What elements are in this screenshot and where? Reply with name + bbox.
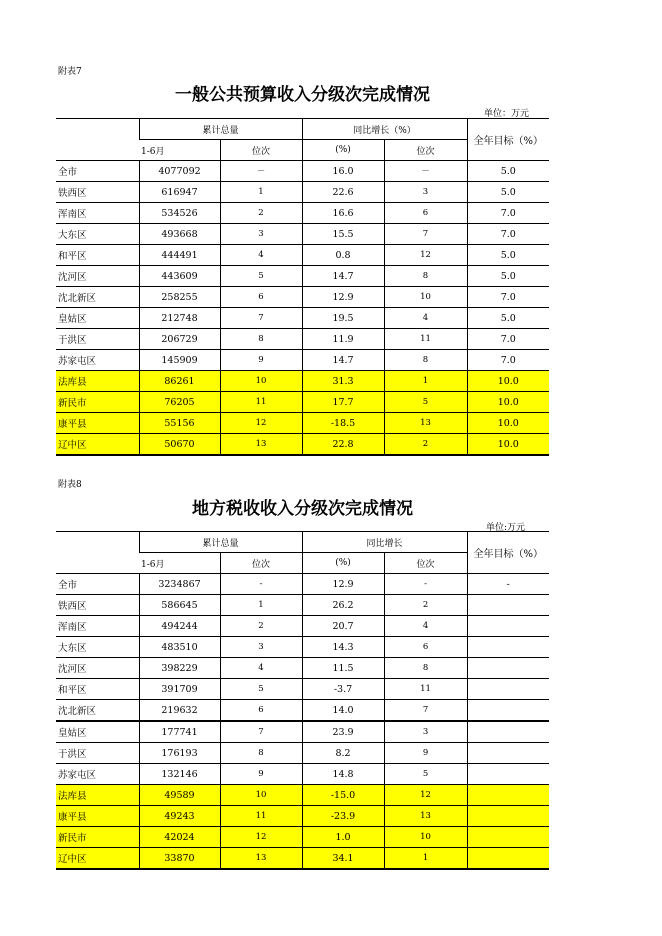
district-name-cell: 和平区	[56, 245, 139, 266]
annual-target-cell	[467, 848, 549, 870]
cumulative-total-cell: 219632	[139, 700, 220, 722]
annual-target-cell	[467, 827, 549, 848]
table-row	[56, 827, 549, 848]
total-rank-cell: 9	[220, 350, 302, 371]
growth-pct-cell: 22.6	[302, 182, 384, 203]
district-name-cell: 新民市	[56, 392, 139, 413]
table1-sub-pct: (%)	[302, 140, 384, 161]
growth-rank-cell: 6	[384, 637, 467, 658]
table2-sub-period: 1-6月	[139, 553, 220, 574]
growth-pct-cell: 23.9	[302, 721, 384, 743]
annual-target-cell	[467, 658, 549, 679]
growth-pct-cell: 14.0	[302, 700, 384, 722]
growth-rank-cell: 9	[384, 743, 467, 764]
table-row	[56, 350, 549, 371]
table-row	[56, 392, 549, 413]
cumulative-total-cell: 33870	[139, 848, 220, 870]
annual-target-cell	[467, 721, 549, 743]
growth-rank-cell: 13	[384, 806, 467, 827]
total-rank-cell: 10	[220, 371, 302, 392]
table2-corner-cell	[56, 532, 139, 574]
district-name-cell: 浑南区	[56, 203, 139, 224]
annual-target-cell: 10.0	[467, 413, 549, 434]
district-name-cell: 沈河区	[56, 266, 139, 287]
table1-sub-rank: 位次	[220, 140, 302, 161]
growth-rank-cell: 10	[384, 827, 467, 848]
cumulative-total-cell: 483510	[139, 637, 220, 658]
growth-pct-cell: 31.3	[302, 371, 384, 392]
growth-rank-cell: 10	[384, 287, 467, 308]
total-rank-cell: 9	[220, 764, 302, 785]
growth-rank-cell: -	[384, 574, 467, 595]
table-row	[56, 721, 549, 743]
cumulative-total-cell: 55156	[139, 413, 220, 434]
cumulative-total-cell: 534526	[139, 203, 220, 224]
table1-header-total: 累计总量	[139, 119, 302, 140]
growth-rank-cell: 13	[384, 413, 467, 434]
district-name-cell: 和平区	[56, 679, 139, 700]
growth-rank-cell: 3	[384, 182, 467, 203]
growth-pct-cell: -23.9	[302, 806, 384, 827]
cumulative-total-cell: 3234867	[139, 574, 220, 595]
total-rank-cell: 6	[220, 700, 302, 722]
table-row	[56, 329, 549, 350]
growth-pct-cell: -3.7	[302, 679, 384, 700]
total-rank-cell: -	[220, 574, 302, 595]
district-name-cell: 法库县	[56, 371, 139, 392]
cumulative-total-cell: 206729	[139, 329, 220, 350]
total-rank-cell: 13	[220, 434, 302, 456]
annual-target-cell: 5.0	[467, 161, 549, 182]
district-name-cell: 铁西区	[56, 182, 139, 203]
district-name-cell: 皇姑区	[56, 721, 139, 743]
district-name-cell: 康平县	[56, 806, 139, 827]
annual-target-cell	[467, 595, 549, 616]
total-rank-cell: 5	[220, 266, 302, 287]
growth-rank-cell: 1	[384, 371, 467, 392]
cumulative-total-cell: 42024	[139, 827, 220, 848]
table-row	[56, 266, 549, 287]
annual-target-cell	[467, 700, 549, 722]
district-name-cell: 辽中区	[56, 848, 139, 870]
growth-rank-cell: 1	[384, 848, 467, 870]
growth-pct-cell: 12.9	[302, 287, 384, 308]
cumulative-total-cell: 212748	[139, 308, 220, 329]
table-row	[56, 848, 549, 870]
district-name-cell: 苏家屯区	[56, 350, 139, 371]
annual-target-cell	[467, 679, 549, 700]
district-name-cell: 大东区	[56, 224, 139, 245]
total-rank-cell: 4	[220, 245, 302, 266]
table2-sub-rank: 位次	[220, 553, 302, 574]
table2-sub-grank: 位次	[384, 553, 467, 574]
growth-pct-cell: 8.2	[302, 743, 384, 764]
table-row	[56, 182, 549, 203]
cumulative-total-cell: 586645	[139, 595, 220, 616]
total-rank-cell: 2	[220, 203, 302, 224]
table2-note: 附表8	[58, 480, 82, 490]
growth-pct-cell: 34.1	[302, 848, 384, 870]
annual-target-cell: 7.0	[467, 287, 549, 308]
table1-unit: 单位：万元	[484, 109, 530, 119]
annual-target-cell: 5.0	[467, 245, 549, 266]
table-row	[56, 574, 549, 595]
cumulative-total-cell: 176193	[139, 743, 220, 764]
cumulative-total-cell: 4077092	[139, 161, 220, 182]
total-rank-cell: 6	[220, 287, 302, 308]
growth-pct-cell: 22.8	[302, 434, 384, 456]
district-name-cell: 全市	[56, 574, 139, 595]
annual-target-cell: 5.0	[467, 308, 549, 329]
table2-header-growth: 同比增长	[302, 532, 467, 553]
growth-pct-cell: 11.5	[302, 658, 384, 679]
growth-pct-cell: 12.9	[302, 574, 384, 595]
table-row	[56, 679, 549, 700]
district-name-cell: 铁西区	[56, 595, 139, 616]
growth-pct-cell: 15.5	[302, 224, 384, 245]
table2-grid	[56, 531, 549, 870]
growth-pct-cell: -15.0	[302, 785, 384, 806]
growth-rank-cell: 12	[384, 785, 467, 806]
growth-rank-cell: 11	[384, 679, 467, 700]
growth-rank-cell: 5	[384, 392, 467, 413]
growth-rank-cell: 7	[384, 700, 467, 722]
district-name-cell: 康平县	[56, 413, 139, 434]
district-name-cell: 沈北新区	[56, 287, 139, 308]
annual-target-cell: 7.0	[467, 350, 549, 371]
table2-unit: 单位:万元	[486, 523, 526, 533]
table-row	[56, 658, 549, 679]
total-rank-cell: 13	[220, 848, 302, 870]
table-row	[56, 371, 549, 392]
cumulative-total-cell: 494244	[139, 616, 220, 637]
table1-corner-cell	[56, 119, 139, 161]
table1-header-target: 全年目标（%）	[467, 119, 549, 161]
annual-target-cell	[467, 785, 549, 806]
cumulative-total-cell: 398229	[139, 658, 220, 679]
district-name-cell: 沈北新区	[56, 700, 139, 722]
annual-target-cell: 7.0	[467, 329, 549, 350]
annual-target-cell: 5.0	[467, 182, 549, 203]
total-rank-cell: 3	[220, 637, 302, 658]
growth-rank-cell: 8	[384, 266, 467, 287]
annual-target-cell: 10.0	[467, 371, 549, 392]
total-rank-cell: 12	[220, 827, 302, 848]
growth-pct-cell: 14.7	[302, 350, 384, 371]
table1-sub-period: 1-6月	[139, 140, 220, 161]
annual-target-cell: -	[467, 574, 549, 595]
cumulative-total-cell: 444491	[139, 245, 220, 266]
cumulative-total-cell: 258255	[139, 287, 220, 308]
growth-pct-cell: 16.0	[302, 161, 384, 182]
table1-header-growth: 同比增长（%）	[302, 119, 467, 140]
total-rank-cell: 1	[220, 595, 302, 616]
table-row	[56, 308, 549, 329]
table-row	[56, 743, 549, 764]
table1-sub-grank: 位次	[384, 140, 467, 161]
cumulative-total-cell: 391709	[139, 679, 220, 700]
annual-target-cell	[467, 764, 549, 785]
annual-target-cell: 7.0	[467, 203, 549, 224]
growth-pct-cell: 14.8	[302, 764, 384, 785]
total-rank-cell: 11	[220, 806, 302, 827]
growth-rank-cell: 7	[384, 224, 467, 245]
cumulative-total-cell: 86261	[139, 371, 220, 392]
table-row	[56, 413, 549, 434]
table2-header-total: 累计总量	[139, 532, 302, 553]
growth-rank-cell: 6	[384, 203, 467, 224]
table-row	[56, 203, 549, 224]
cumulative-total-cell: 443609	[139, 266, 220, 287]
district-name-cell: 大东区	[56, 637, 139, 658]
cumulative-total-cell: 145909	[139, 350, 220, 371]
growth-pct-cell: 0.8	[302, 245, 384, 266]
district-name-cell: 于洪区	[56, 329, 139, 350]
table-row	[56, 806, 549, 827]
total-rank-cell: 7	[220, 308, 302, 329]
total-rank-cell: 3	[220, 224, 302, 245]
cumulative-total-cell: 49589	[139, 785, 220, 806]
growth-rank-cell: 2	[384, 595, 467, 616]
total-rank-cell: 10	[220, 785, 302, 806]
total-rank-cell: －	[220, 161, 302, 182]
growth-pct-cell: 14.3	[302, 637, 384, 658]
table-row	[56, 161, 549, 182]
table-row	[56, 434, 549, 456]
annual-target-cell: 10.0	[467, 434, 549, 456]
district-name-cell: 于洪区	[56, 743, 139, 764]
growth-pct-cell: 20.7	[302, 616, 384, 637]
total-rank-cell: 1	[220, 182, 302, 203]
growth-pct-cell: 19.5	[302, 308, 384, 329]
growth-rank-cell: 5	[384, 764, 467, 785]
total-rank-cell: 8	[220, 743, 302, 764]
growth-rank-cell: 3	[384, 721, 467, 743]
growth-rank-cell: 12	[384, 245, 467, 266]
table-row	[56, 637, 549, 658]
cumulative-total-cell: 76205	[139, 392, 220, 413]
annual-target-cell	[467, 806, 549, 827]
growth-rank-cell: －	[384, 161, 467, 182]
total-rank-cell: 5	[220, 679, 302, 700]
district-name-cell: 辽中区	[56, 434, 139, 456]
annual-target-cell	[467, 616, 549, 637]
annual-target-cell: 7.0	[467, 224, 549, 245]
total-rank-cell: 2	[220, 616, 302, 637]
district-name-cell: 沈河区	[56, 658, 139, 679]
table-row	[56, 764, 549, 785]
total-rank-cell: 7	[220, 721, 302, 743]
growth-rank-cell: 8	[384, 658, 467, 679]
growth-rank-cell: 4	[384, 616, 467, 637]
table-row	[56, 700, 549, 722]
growth-pct-cell: 26.2	[302, 595, 384, 616]
cumulative-total-cell: 616947	[139, 182, 220, 203]
table-row	[56, 785, 549, 806]
growth-pct-cell: 16.6	[302, 203, 384, 224]
district-name-cell: 苏家屯区	[56, 764, 139, 785]
growth-pct-cell: 14.7	[302, 266, 384, 287]
growth-rank-cell: 8	[384, 350, 467, 371]
cumulative-total-cell: 177741	[139, 721, 220, 743]
district-name-cell: 新民市	[56, 827, 139, 848]
district-name-cell: 浑南区	[56, 616, 139, 637]
cumulative-total-cell: 132146	[139, 764, 220, 785]
district-name-cell: 全市	[56, 161, 139, 182]
total-rank-cell: 12	[220, 413, 302, 434]
annual-target-cell	[467, 637, 549, 658]
growth-rank-cell: 4	[384, 308, 467, 329]
table-row	[56, 595, 549, 616]
cumulative-total-cell: 49243	[139, 806, 220, 827]
annual-target-cell: 10.0	[467, 392, 549, 413]
cumulative-total-cell: 50670	[139, 434, 220, 456]
table-row	[56, 616, 549, 637]
table-row	[56, 287, 549, 308]
table1-title: 一般公共预算收入分级次完成情况	[175, 85, 430, 105]
district-name-cell: 法库县	[56, 785, 139, 806]
total-rank-cell: 4	[220, 658, 302, 679]
table2-header-target: 全年目标（%）	[467, 532, 549, 574]
growth-pct-cell: 1.0	[302, 827, 384, 848]
cumulative-total-cell: 493668	[139, 224, 220, 245]
table2-title: 地方税收收入分级次完成情况	[192, 499, 413, 519]
growth-rank-cell: 2	[384, 434, 467, 456]
total-rank-cell: 8	[220, 329, 302, 350]
table-row	[56, 224, 549, 245]
growth-pct-cell: 11.9	[302, 329, 384, 350]
growth-rank-cell: 11	[384, 329, 467, 350]
growth-pct-cell: -18.5	[302, 413, 384, 434]
table-row	[56, 245, 549, 266]
district-name-cell: 皇姑区	[56, 308, 139, 329]
growth-pct-cell: 17.7	[302, 392, 384, 413]
table2-sub-pct: (%)	[302, 553, 384, 574]
annual-target-cell	[467, 743, 549, 764]
annual-target-cell: 5.0	[467, 266, 549, 287]
total-rank-cell: 11	[220, 392, 302, 413]
table1-note: 附表7	[58, 67, 82, 77]
table1-grid	[56, 118, 549, 456]
